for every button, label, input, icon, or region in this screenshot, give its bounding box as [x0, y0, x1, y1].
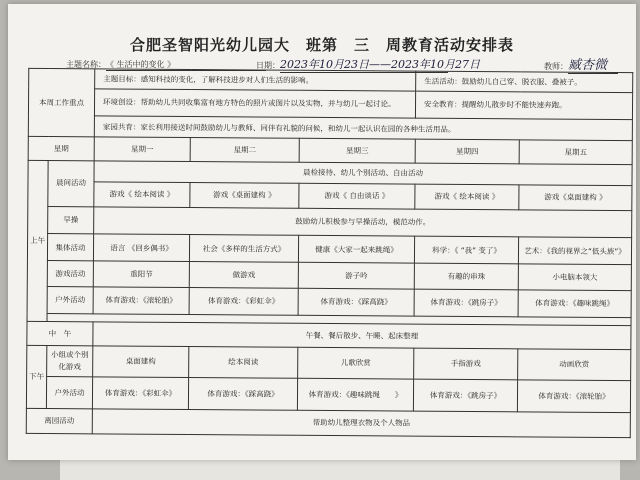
- morning-outdoor-label: 户外活动: [47, 286, 93, 314]
- page-title: 合肥圣智阳光幼儿园大 班第 三 周教育活动安排表: [129, 36, 514, 54]
- small-group-friday: 动画欣赏: [518, 348, 631, 380]
- morning-outdoor-friday: 体育游戏：《趣味跳绳》: [518, 290, 631, 318]
- teacher-label: 教师：: [544, 62, 568, 71]
- group-tuesday: 社会《多样的生活方式》: [189, 235, 298, 263]
- small-group-thursday: 手指游戏: [414, 348, 518, 380]
- group-activity-label: 集体活动: [47, 234, 93, 262]
- morning-outdoor-tuesday: 体育游戏：《彩虹伞》: [189, 287, 298, 315]
- exercise-row: [28, 206, 632, 238]
- schedule-table: [26, 68, 634, 438]
- theme-label: 主题名称：: [66, 60, 106, 69]
- exercise-label: 早操: [48, 206, 94, 234]
- departure-text: 帮助幼儿整理衣物及个人物品: [92, 409, 630, 438]
- afternoon-outdoor-thursday: 体育游戏：《跳房子》: [413, 379, 517, 411]
- weekly-focus-label: 本周工作重点: [28, 68, 94, 137]
- game-tuesday: 做游戏: [189, 262, 298, 288]
- afternoon-outdoor-row: [26, 377, 630, 413]
- arrival-wednesday: 游戏《 自由谈话 》: [299, 183, 415, 209]
- noon-label: 中 午: [27, 322, 93, 346]
- day-friday: 星期五: [519, 140, 632, 164]
- schedule-sheet: [8, 4, 636, 460]
- morning-outdoor-wednesday: 体育游戏：《踩高跷》: [298, 288, 414, 316]
- day-monday: 星期一: [94, 137, 190, 161]
- afternoon-outdoor-wednesday: 体育游戏：《趣味跳绳 》: [297, 378, 413, 410]
- family-cooperation: 家园共育：家长利用接送时间鼓励幼儿与教师、同伴有礼貌的问候，和幼儿一起认识在园的各种生活用品。: [94, 116, 632, 141]
- theme-value: 《 生活中的变化 》: [106, 59, 266, 71]
- weekday-label: 星期: [28, 137, 94, 161]
- afternoon-outdoor-tuesday: 体育游戏：《踩高跷》: [188, 378, 297, 410]
- morning-outdoor-monday: 体育游戏：《滚轮胎》: [93, 287, 189, 315]
- game-friday: 小电脑本领大: [518, 264, 631, 290]
- morning-label: 上午: [27, 160, 48, 322]
- focus-row-2: [28, 88, 632, 120]
- arrival-monday: 游戏《 绘本阅读 》: [94, 181, 190, 207]
- teacher-value: 臧杏微: [568, 54, 618, 74]
- small-group-label: 小组或个别化游戏: [47, 345, 93, 377]
- morning-outdoor-row: [27, 286, 631, 318]
- game-activity-label: 游戏活动: [47, 261, 93, 287]
- small-group-row: [27, 345, 631, 381]
- departure-row: [26, 408, 630, 438]
- group-wednesday: 健康《大家一起来跳绳》: [298, 235, 414, 263]
- life-activity: 生活活动：鼓励幼儿自己穿、脱衣服、叠被子。: [416, 71, 633, 92]
- game-wednesday: 游子吟: [298, 263, 414, 289]
- arrival-thursday: 游戏《 绘本阅读 》: [415, 184, 519, 210]
- arrival-tuesday: 游戏《桌面建构 》: [190, 182, 299, 208]
- date-value: 2023年10月23日——2023年10月27日: [280, 58, 480, 71]
- afternoon-outdoor-friday: 体育游戏：《滚轮胎》: [517, 380, 630, 412]
- morning-outdoor-thursday: 体育游戏：《跳房子》: [414, 289, 518, 317]
- day-thursday: 星期四: [415, 139, 519, 163]
- day-tuesday: 星期二: [190, 138, 299, 162]
- topic-goal: 主题目标：感知科技的变化，了解科技进步对人们生活的影响。: [95, 69, 416, 91]
- afternoon-label: 下午: [26, 345, 46, 408]
- afternoon-outdoor-label: 户外活动: [46, 377, 92, 409]
- group-monday: 语言 《回乡偶书》: [93, 234, 189, 262]
- small-group-wednesday: 儿歌欣赏: [298, 347, 414, 379]
- arrival-friday: 游戏《桌面建构 》: [519, 184, 632, 210]
- date-label: 日期：: [256, 61, 280, 70]
- group-activity-row: [27, 234, 631, 266]
- afternoon-outdoor-monday: 体育游戏：《彩虹伞》: [92, 377, 188, 409]
- arrival-label: 晨间活动: [48, 160, 94, 207]
- small-group-monday: 桌面建构: [93, 345, 189, 377]
- group-thursday: 科学：《 “我” 变了》: [414, 236, 518, 264]
- departure-label: 离园活动: [26, 408, 92, 434]
- arrival-summary: 晨检接待、幼儿个别活动、自由活动: [94, 160, 632, 185]
- small-group-tuesday: 绘本阅读: [189, 346, 298, 378]
- environment-setup: 环境创设：帮助幼儿共同收集富有地方特色的照片或图片以及实物，并与幼儿一起讨论。: [94, 89, 415, 119]
- group-friday: 艺术：《我的视界之“低头族”》: [518, 237, 631, 265]
- safety-education: 安全教育：提醒幼儿散步时不能快速奔跑。: [415, 91, 632, 120]
- noon-text: 午餐、餐后散步、午睡、起床整理: [93, 322, 631, 349]
- game-thursday: 有趣的串珠: [414, 264, 518, 290]
- game-monday: 重阳节: [93, 261, 189, 287]
- day-wednesday: 星期三: [299, 139, 415, 163]
- exercise-text: 鼓励幼儿积极参与早操活动，模范动作。: [94, 207, 632, 238]
